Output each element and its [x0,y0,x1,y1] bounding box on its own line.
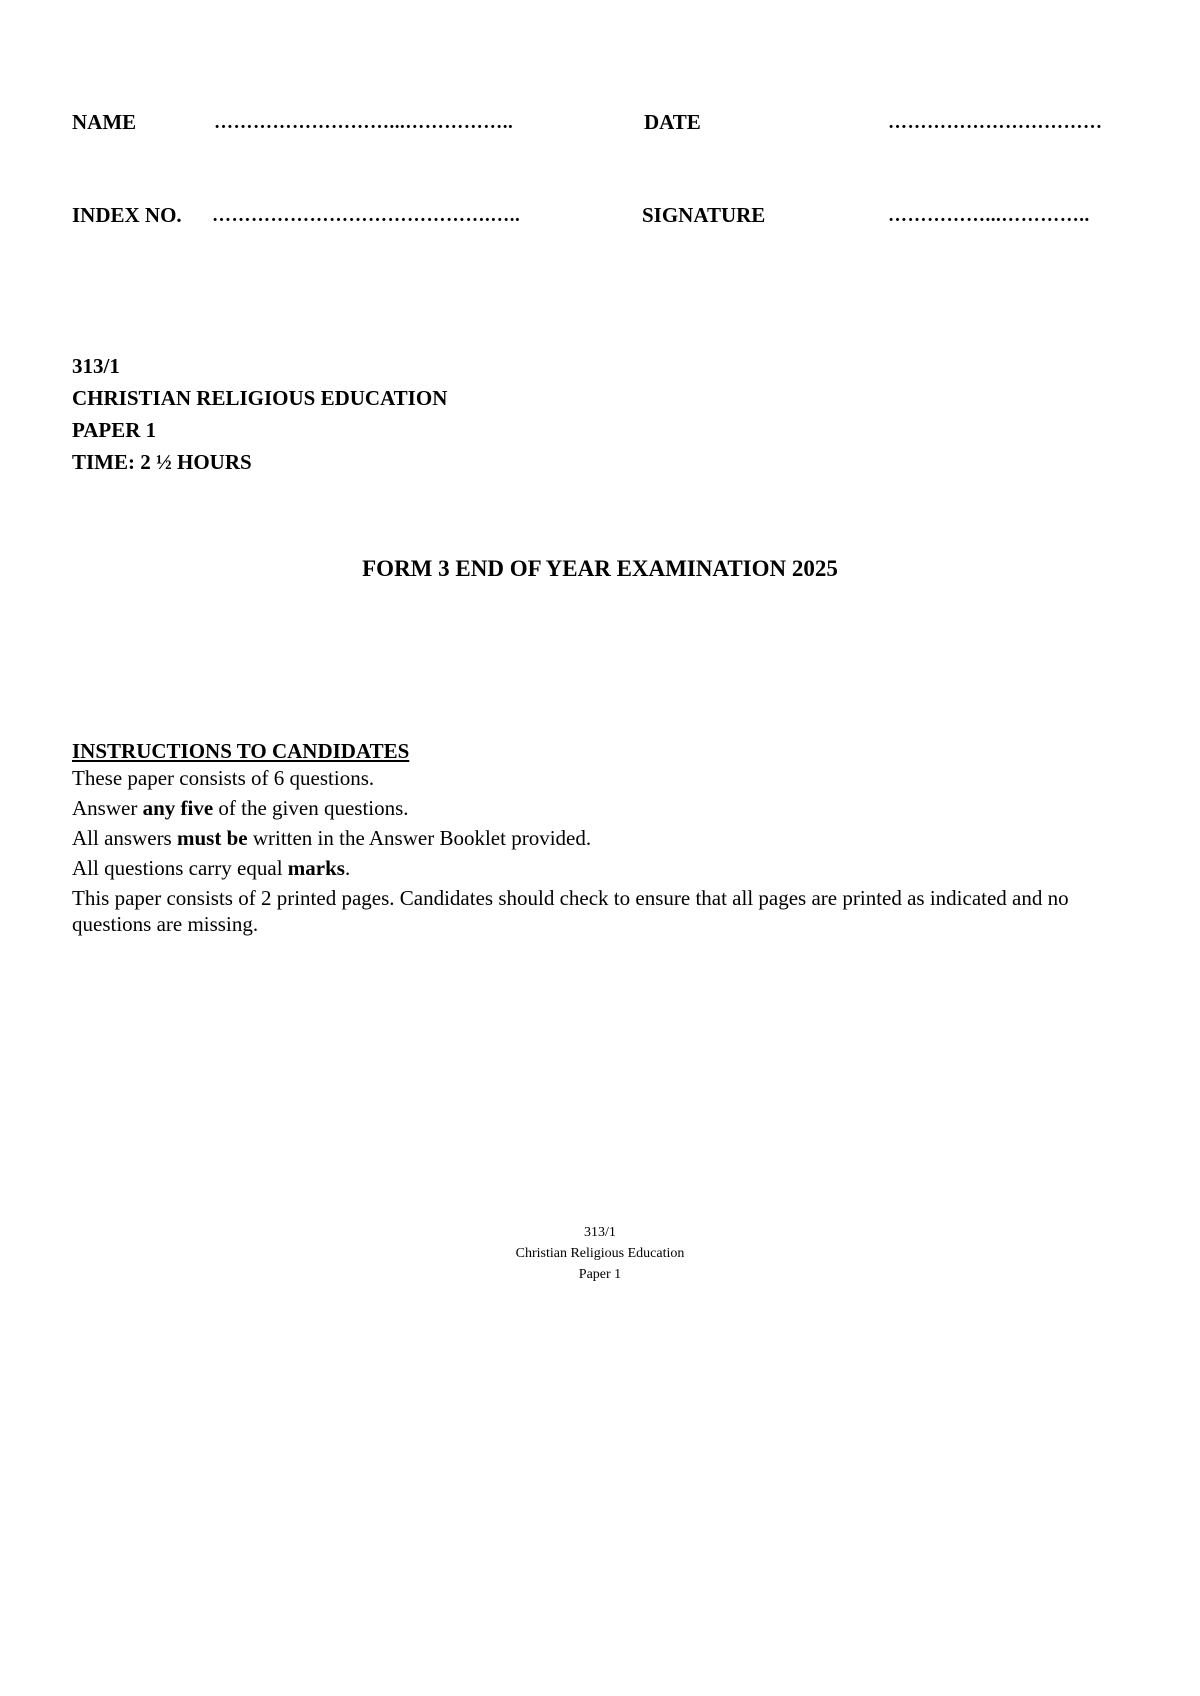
instruction-line: This paper consists of 2 printed pages. Candidates should check to ensure that all pages are printed as indicated and no questions are missing. [72,886,1069,936]
instruction-text: of the given questions. [213,796,409,820]
date-field[interactable]: …………………………… [888,112,1103,133]
instruction-emphasis: any five [142,796,214,820]
footer-code: 313/1 [584,1225,616,1240]
instruction-text: written in the Answer Booklet provided. [247,826,592,850]
signature-field[interactable]: ……………...………….. [888,205,1090,226]
exam-title: FORM 3 END OF YEAR EXAMINATION 2025 [362,556,838,581]
instruction-line [72,825,1132,851]
paper-number: PAPER 1 [72,418,157,442]
signature-label: SIGNATURE [642,203,766,227]
instructions-section [72,738,1132,937]
instruction-emphasis: marks [287,856,345,880]
paper-code: 313/1 [72,354,120,378]
footer-paper: Paper 1 [578,1267,622,1282]
instruction-text: . [344,856,351,880]
instruction-line [72,855,1132,881]
name-field[interactable]: ………………………...…………….. [214,112,514,133]
footer-subject: Christian Religious Education [515,1246,685,1261]
instruction-text: All answers [72,826,177,850]
date-label: DATE [644,110,701,134]
instruction-text: Answer [72,796,143,820]
paper-info [72,350,447,478]
instruction-line: These paper consists of 6 questions. [72,766,375,790]
exam-time: TIME: 2 ½ HOURS [72,450,252,474]
index-no-label: INDEX NO. [72,203,182,227]
instruction-text: All questions carry equal [72,856,288,880]
instruction-emphasis: must be [176,826,248,850]
subject-title: CHRISTIAN RELIGIOUS EDUCATION [72,386,448,410]
index-no-field[interactable]: …………………………………….….. [212,205,521,226]
instruction-line [72,795,1132,821]
name-label: NAME [72,110,137,134]
instructions-heading: INSTRUCTIONS TO CANDIDATES [72,739,410,763]
page-footer [0,1222,1200,1285]
